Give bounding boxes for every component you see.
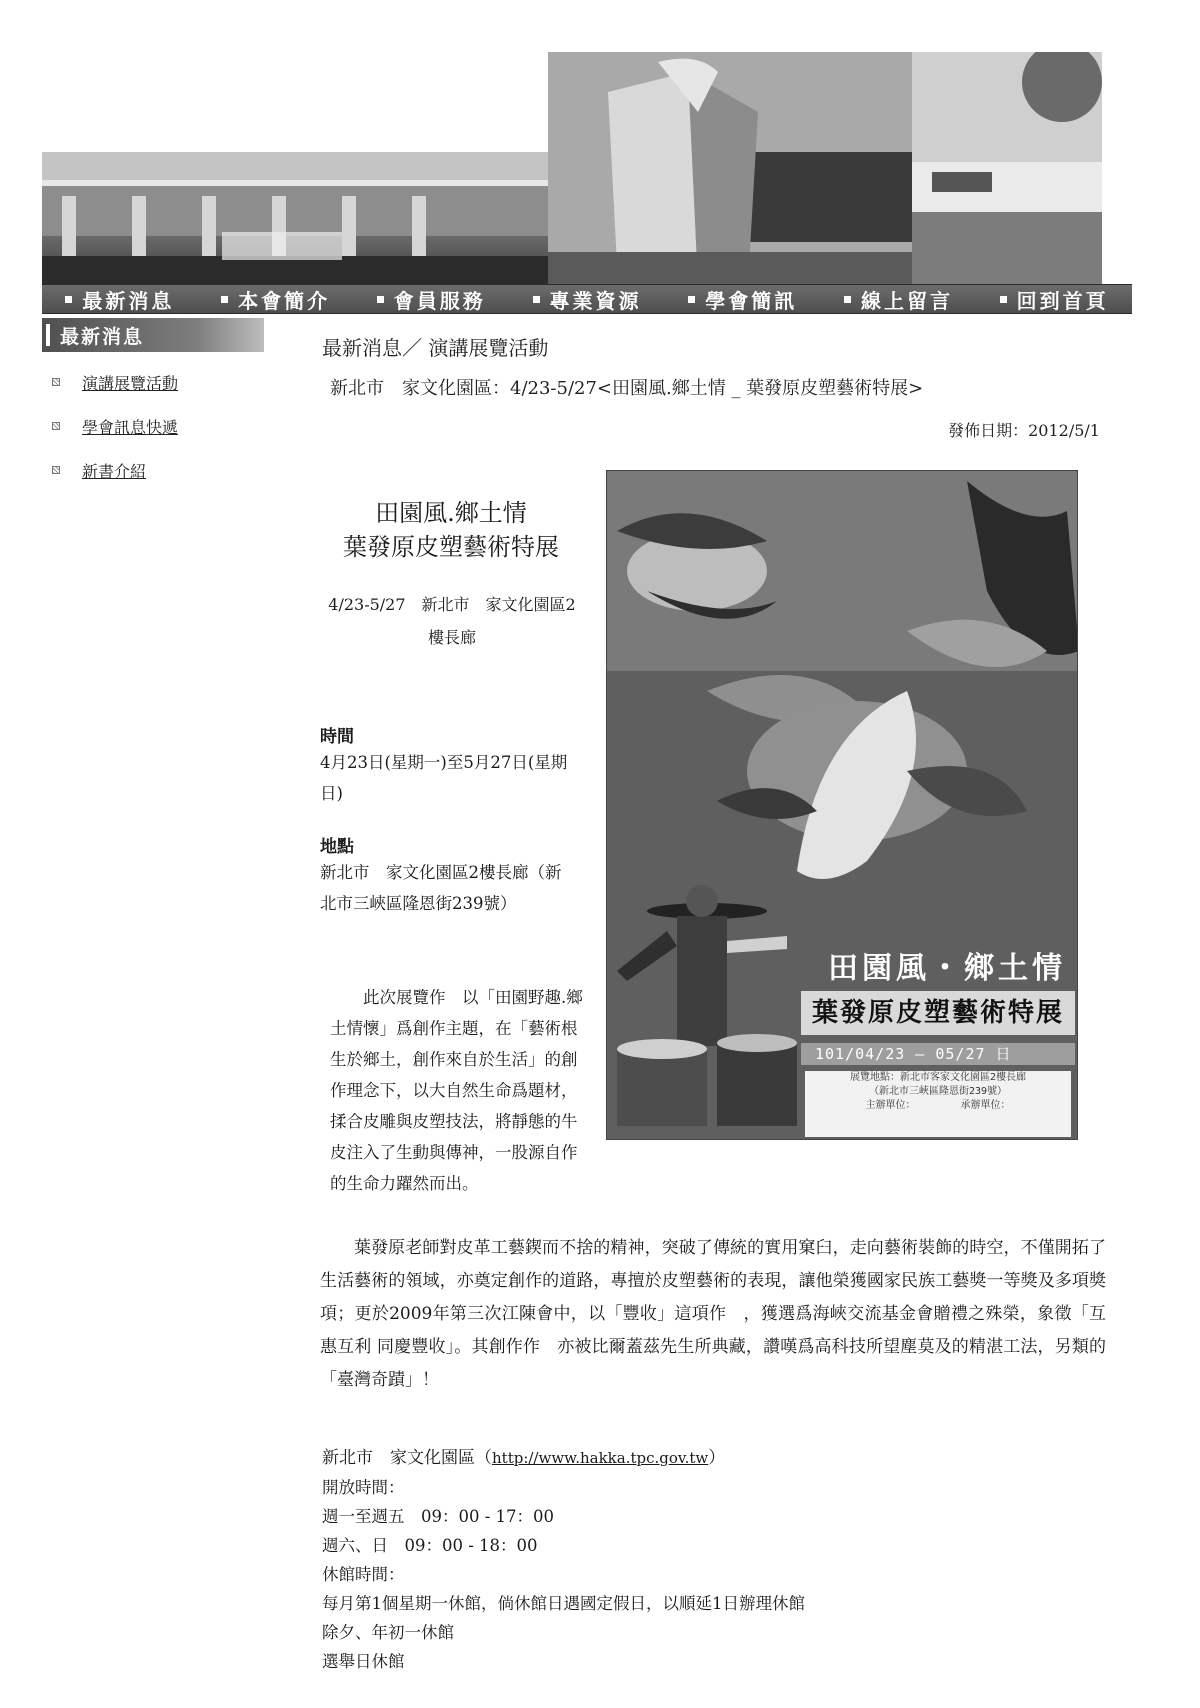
time-value: 4月23日(星期一)至5月27日(星期日) (320, 753, 568, 803)
nav-guestbook[interactable]: 線上留言 (821, 285, 977, 314)
bullet-icon (52, 378, 60, 386)
nav-home[interactable]: 回到首頁 (976, 285, 1132, 314)
square-bullet-icon (688, 296, 695, 303)
plaza-photo (912, 52, 1102, 284)
sidebar-item-new-books (48, 448, 258, 492)
poster-artwork (607, 471, 1078, 1140)
artist-paragraph: 葉發原老師對皮革工藝鍥而不捨的精神，突破了傳統的實用窠臼，走向藝術裝飾的時空，不僅開拓了生活藝術的領域，亦奠定創作的道路，專擅於皮塑藝術的表現，讓他榮獲國家民族工藝獎一等獎及多項獎項；更於2009年第三次江陳會中，以「豐收」這項作 ，獲選爲海峽交流基金會贈禮之殊榮，象徵「互惠互利 同慶豐收」。其創作作 亦被比爾蓋茲先生所典藏，讚嘆爲高科技所望塵莫及的精湛工法，另類的「臺灣奇蹟」！ (320, 1238, 1106, 1390)
exhibition-poster (606, 470, 1078, 1140)
sidebar-heading: 最新消息 (42, 318, 264, 352)
breadcrumb: 最新消息／ 演講展覽活動 (322, 336, 549, 360)
nav-about[interactable]: 本會簡介 (198, 285, 354, 314)
sidebar-item-lectures-exhibitions (48, 360, 258, 404)
square-bullet-icon (377, 296, 384, 303)
venue-website-link[interactable]: http://www.hakka.tpc.gov.tw (492, 1449, 709, 1467)
sidebar-item-society-news (48, 404, 258, 448)
building-photo-left (42, 152, 548, 284)
sculpture-photo (548, 52, 912, 284)
sidebar-link[interactable]: 新書介紹 (82, 461, 147, 481)
place-label: 地點 (320, 837, 354, 857)
square-bullet-icon (1000, 296, 1007, 303)
main-navigation (42, 284, 1132, 314)
open-hours-label: 開放時間： (322, 1478, 405, 1497)
poster-dates: 101/04/23 — 05/27 日 (801, 1043, 1075, 1065)
square-bullet-icon (65, 296, 72, 303)
place-value: 新北市 家文化園區2樓長廊（新北市三峽區隆恩街239號） (320, 863, 562, 913)
closed-new-year: 除夕、年初一休館 (322, 1623, 454, 1642)
publish-date: 發佈日期：2012/5/1 (948, 421, 1100, 440)
nav-latest-news[interactable]: 最新消息 (42, 285, 198, 314)
poster-subtitle: 葉發原皮塑藝術特展 (801, 991, 1075, 1035)
bullet-icon (52, 466, 60, 474)
nav-member-services[interactable]: 會員服務 (353, 285, 509, 314)
square-bullet-icon (533, 296, 540, 303)
venue-name-line: 新北市 家文化園區（http://www.hakka.tpc.gov.tw） (322, 1448, 726, 1468)
sidebar-link[interactable]: 演講展覽活動 (82, 373, 179, 393)
heading-bar-icon (46, 324, 50, 346)
square-bullet-icon (221, 296, 228, 303)
open-hours-weekend: 週六、日 09：00 - 18：00 (322, 1536, 538, 1555)
exhibition-title: 田園風.鄉土情 葉發原皮塑藝術特展 (343, 499, 559, 561)
exhibition-venue-summary: 4/23-5/27 新北市 家文化園區2樓長廊 (328, 595, 576, 647)
article-title: 新北市 家文化園區：4/23-5/27<田園風.鄉土情 _ 葉發原皮塑藝術特展> (330, 378, 924, 399)
sidebar-menu (48, 360, 258, 492)
venue-info (322, 1444, 1082, 1676)
sidebar-link[interactable]: 學會訊息快遞 (82, 417, 179, 437)
closed-election: 選舉日休館 (322, 1652, 405, 1671)
poster-title: 田園風・鄉土情 (828, 951, 1066, 986)
poster-venue-info: 展覽地點：新北市客家文化園區2樓長廊 （新北市三峽區隆恩街239號） 主辦單位： 承辦單位： (805, 1071, 1071, 1137)
open-hours-weekday: 週一至週五 09：00 - 17：00 (322, 1507, 555, 1526)
square-bullet-icon (844, 296, 851, 303)
time-label: 時間 (320, 727, 354, 747)
nav-resources[interactable]: 專業資源 (509, 285, 665, 314)
bullet-icon (52, 422, 60, 430)
time-section (320, 722, 576, 809)
place-section (320, 832, 576, 919)
closed-monthly: 每月第1個星期一休館，倘休館日遇國定假日，以順延1日辦理休館 (322, 1594, 805, 1613)
intro-paragraph: 此次展覽作 以「田園野趣.鄉土情懷」爲創作主題，在「藝術根生於鄉土，創作來自於生活」的創作理念下，以大自然生命爲題材，揉合皮雕與皮塑技法，將靜態的牛皮注入了生動與傳神，一股源自作的生命力躍然而出。 (330, 988, 583, 1193)
closed-label: 休館時間： (322, 1565, 405, 1584)
nav-newsletter[interactable]: 學會簡訊 (665, 285, 821, 314)
header-banner (42, 52, 1102, 284)
